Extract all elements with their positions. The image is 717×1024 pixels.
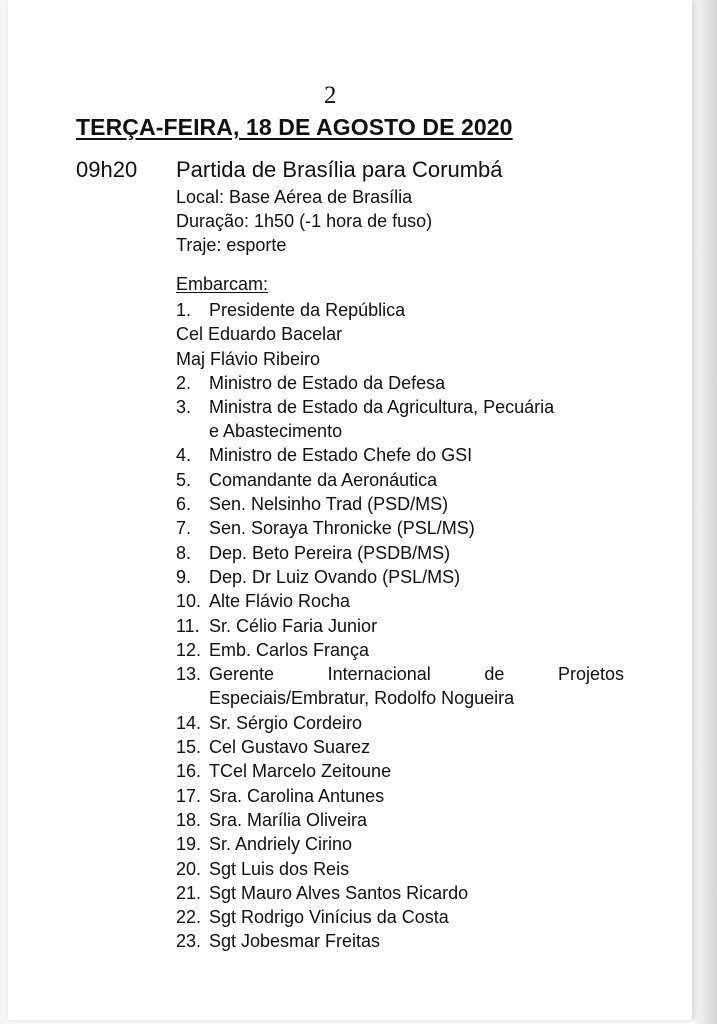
list-item [176,808,624,832]
item-number: 16. [176,761,202,782]
item-name: Dep. Beto Pereira (PSDB/MS) [209,542,451,563]
event-dress-code: Traje: esporte [176,235,287,255]
item-number: 14. [176,712,202,733]
event-location: Local: Base Aérea de Brasília [176,187,413,207]
item-name: Sen. Nelsinho Trad (PSD/MS) [209,494,449,515]
page-number: 2 [324,82,337,109]
item-number: 5. [176,469,192,490]
item-number: 23. [176,931,202,952]
item-number: 15. [176,737,202,758]
item-name: Sgt Rodrigo Vinícius da Costa [209,907,449,928]
item-name: Sen. Soraya Thronicke (PSL/MS) [209,518,475,539]
item-name: Sr. Andriely Cirino [209,834,353,855]
escort-line [176,347,624,371]
list-item [176,929,624,953]
passenger-list [176,298,624,954]
list-item [176,905,624,929]
item-number: 8. [176,542,192,563]
list-item [176,662,624,686]
list-item-continuation [176,686,624,710]
list-item [176,735,624,759]
date-heading: TERÇA-FEIRA, 18 DE AGOSTO DE 2020 [76,114,513,140]
list-item [176,541,624,565]
item-name: TCel Marcelo Zeitoune [209,761,392,782]
item-number: 9. [176,566,192,587]
list-item [176,443,624,467]
event-duration: Duração: 1h50 (-1 hora de fuso) [176,211,433,231]
item-name: Sra. Carolina Antunes [209,785,385,806]
item-name: Sgt Mauro Alves Santos Ricardo [209,882,469,903]
item-name: Ministro de Estado da Defesa [209,372,446,391]
list-item [176,759,624,783]
item-name: Dep. Dr Luiz Ovando (PSL/MS) [209,566,461,587]
item-number: 6. [176,494,192,515]
list-item [176,492,624,516]
item-number: 22. [176,907,202,928]
list-item [176,614,624,638]
item-name-continued: Especiais/Embratur, Rodolfo Nogueira [209,688,515,709]
list-item [176,711,624,735]
item-number: 3. [176,396,192,417]
item-name: Gerente Internacional de Projetos [209,664,624,685]
list-item [176,371,624,391]
list-item [176,832,624,856]
escort-line [176,322,624,346]
embarcam-label: Embarcam: [176,274,269,294]
item-name: Cel Gustavo Suarez [209,737,371,758]
list-item [176,468,624,492]
event-time: 09h20 [76,157,138,182]
item-name: Presidente da República [209,300,406,320]
list-item [176,516,624,540]
list-item-continuation [176,419,624,443]
item-number: 19. [176,834,202,855]
item-number: 21. [176,882,202,903]
list-item [176,395,624,419]
item-name: Ministro de Estado Chefe do GSI [209,445,473,466]
item-name-continued: e Abastecimento [209,421,343,442]
item-name: Sr. Sérgio Cordeiro [209,712,363,733]
item-name: Alte Flávio Rocha [209,591,351,612]
list-item [176,857,624,881]
item-number: 20. [176,858,202,879]
item-name: Sgt Jobesmar Freitas [209,931,381,952]
item-number: 13. [176,664,202,685]
list-item [176,784,624,808]
item-number: 11. [176,615,200,636]
item-number: 7. [176,518,192,539]
item-number: 4. [176,445,192,466]
item-number: 12. [176,639,202,660]
item-number: 2. [176,372,192,391]
item-name: Comandante da Aeronáutica [209,469,438,490]
list-item [176,298,624,322]
item-number: 18. [176,809,202,830]
item-name: Emb. Carlos França [209,639,370,660]
list-item [176,589,624,613]
item-name: Ministra de Estado da Agricultura, Pecuária [209,396,555,417]
list-item [176,638,624,662]
list-item [176,565,624,589]
item-number: 1. [176,300,192,320]
item-name: Sr. Célio Faria Junior [209,615,378,636]
item-name: Sra. Marília Oliveira [209,809,368,830]
event-title: Partida de Brasília para Corumbá [176,157,503,182]
escort-name: Maj Flávio Ribeiro [176,348,321,369]
item-number: 17. [176,785,202,806]
escort-name: Cel Eduardo Bacelar [176,324,343,345]
item-name: Sgt Luis dos Reis [209,858,350,879]
item-number: 10. [176,591,202,612]
list-item [176,881,624,905]
